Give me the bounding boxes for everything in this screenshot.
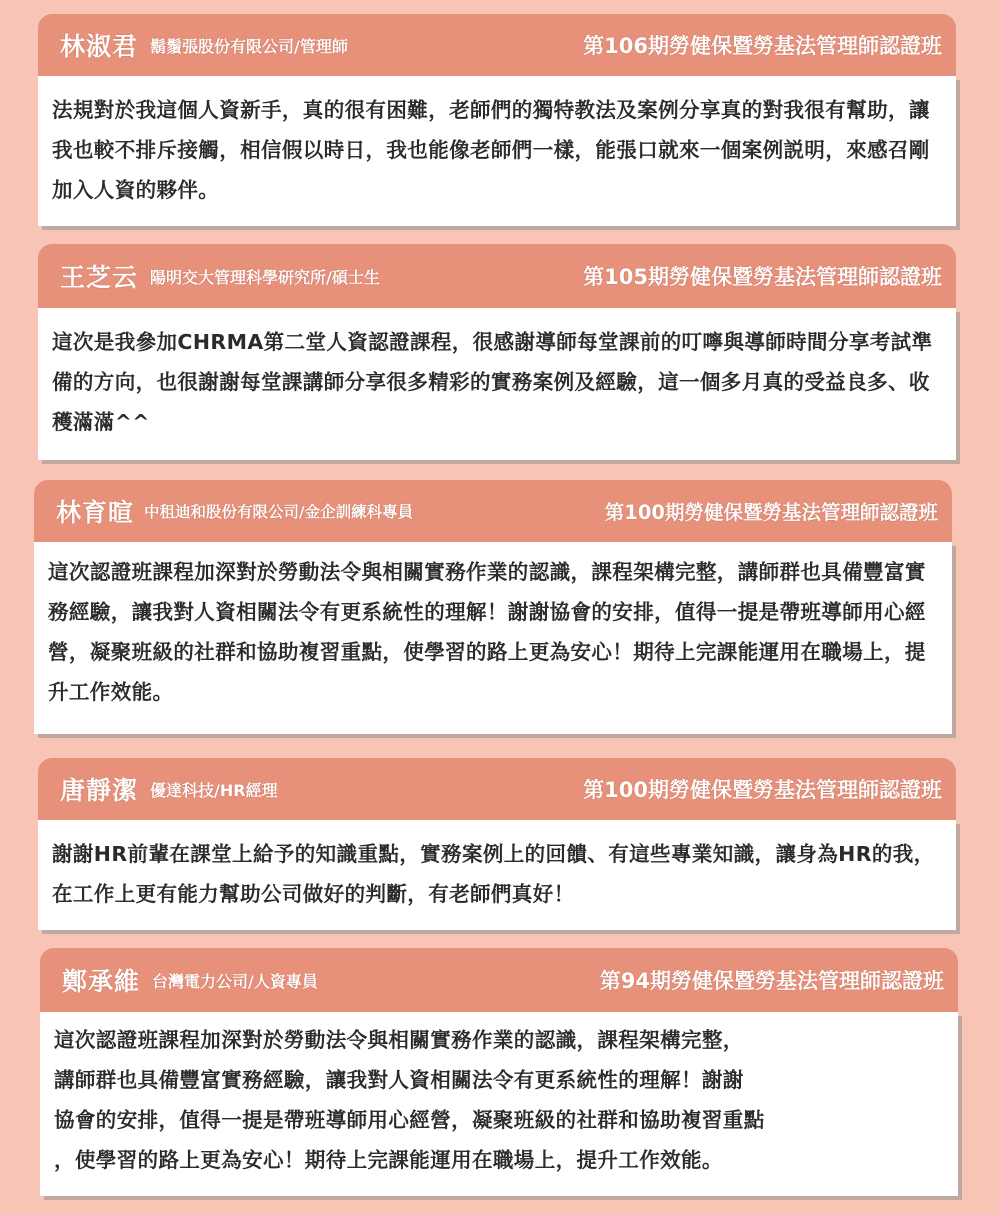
testimonial-text-line: 講師群也具備豐富實務經驗，讓我對人資相關法令有更系統性的理解！謝謝 bbox=[54, 1068, 744, 1092]
testimonial-text: 法規對於我這個人資新手，真的很有困難，老師們的獨特教法及案例分享真的對我很有幫助，讓我也較不排斥接觸，相信假以時日，我也能像老師們一樣，能張口就來一個案例説明，來感召剛加入人資的夥伴。 bbox=[38, 76, 956, 226]
testimonial-card bbox=[40, 948, 958, 1196]
testimonial-text: 這次認證班課程加深對於勞動法令與相關實務作業的認識，課程架構完整，講師群也具備豐富實務經驗，讓我對人資相關法令有更系統性的理解！謝謝協會的安排，值得一提是帶班導師用心經營，凝聚班級的社群和協助複習重點，使學習的路上更為安心！期待上完課能運用在職場上，提升工作效能。 bbox=[34, 542, 952, 734]
testimonial-card bbox=[34, 480, 952, 734]
student-name: 鄭承維 bbox=[62, 967, 141, 996]
course-title: 第100期勞健保暨勞基法管理師認證班 bbox=[604, 501, 938, 524]
course-title: 第106期勞健保暨勞基法管理師認證班 bbox=[583, 34, 942, 58]
student-name: 林淑君 bbox=[60, 32, 139, 61]
testimonial-card bbox=[38, 244, 956, 460]
student-organization: 中租迪和股份有限公司/金企訓練科專員 bbox=[144, 503, 414, 521]
testimonial-card bbox=[38, 758, 956, 930]
testimonial-card bbox=[38, 14, 956, 226]
testimonial-header bbox=[38, 758, 956, 820]
course-title: 第94期勞健保暨勞基法管理師認證班 bbox=[599, 969, 944, 993]
testimonial-text-line: 這次認證班課程加深對於勞動法令與相關實務作業的認識，課程架構完整， bbox=[54, 1028, 744, 1052]
course-title: 第105期勞健保暨勞基法管理師認證班 bbox=[583, 265, 942, 289]
course-title: 第100期勞健保暨勞基法管理師認證班 bbox=[583, 778, 942, 802]
testimonial-header bbox=[38, 14, 956, 76]
student-name: 林育暄 bbox=[56, 498, 135, 527]
testimonial-header bbox=[34, 480, 952, 542]
testimonial-text-line: ，使學習的路上更為安心！期待上完課能運用在職場上，提升工作效能。 bbox=[54, 1148, 723, 1172]
testimonial-text: 謝謝HR前輩在課堂上給予的知識重點，實務案例上的回饋、有這些專業知識，讓身為HR的我，在工作上更有能力幫助公司做好的判斷，有老師們真好！ bbox=[38, 820, 956, 930]
student-name: 王芝云 bbox=[60, 263, 139, 292]
student-organization: 優達科技/HR經理 bbox=[150, 780, 278, 800]
testimonial-text-line: 協會的安排，值得一提是帶班導師用心經營，凝聚班級的社群和協助複習重點 bbox=[54, 1108, 765, 1132]
student-organization: 台灣電力公司/人資專員 bbox=[152, 971, 318, 991]
testimonial-header bbox=[40, 948, 958, 1012]
testimonial-header bbox=[38, 244, 956, 308]
student-name: 唐靜潔 bbox=[60, 776, 139, 805]
testimonial-text: 這次是我參加CHRMA第二堂人資認證課程，很感謝導師每堂課前的叮嚀與導師時間分享考試準備的方向，也很謝謝每堂課講師分享很多精彩的實務案例及經驗，這一個多月真的受益良多、收穫滿滿^^ bbox=[38, 308, 956, 460]
student-organization: 陽明交大管理科學研究所/碩士生 bbox=[150, 267, 380, 287]
testimonial-text bbox=[40, 1012, 958, 1196]
student-organization: 鬍鬚張股份有限公司/管理師 bbox=[150, 36, 348, 56]
